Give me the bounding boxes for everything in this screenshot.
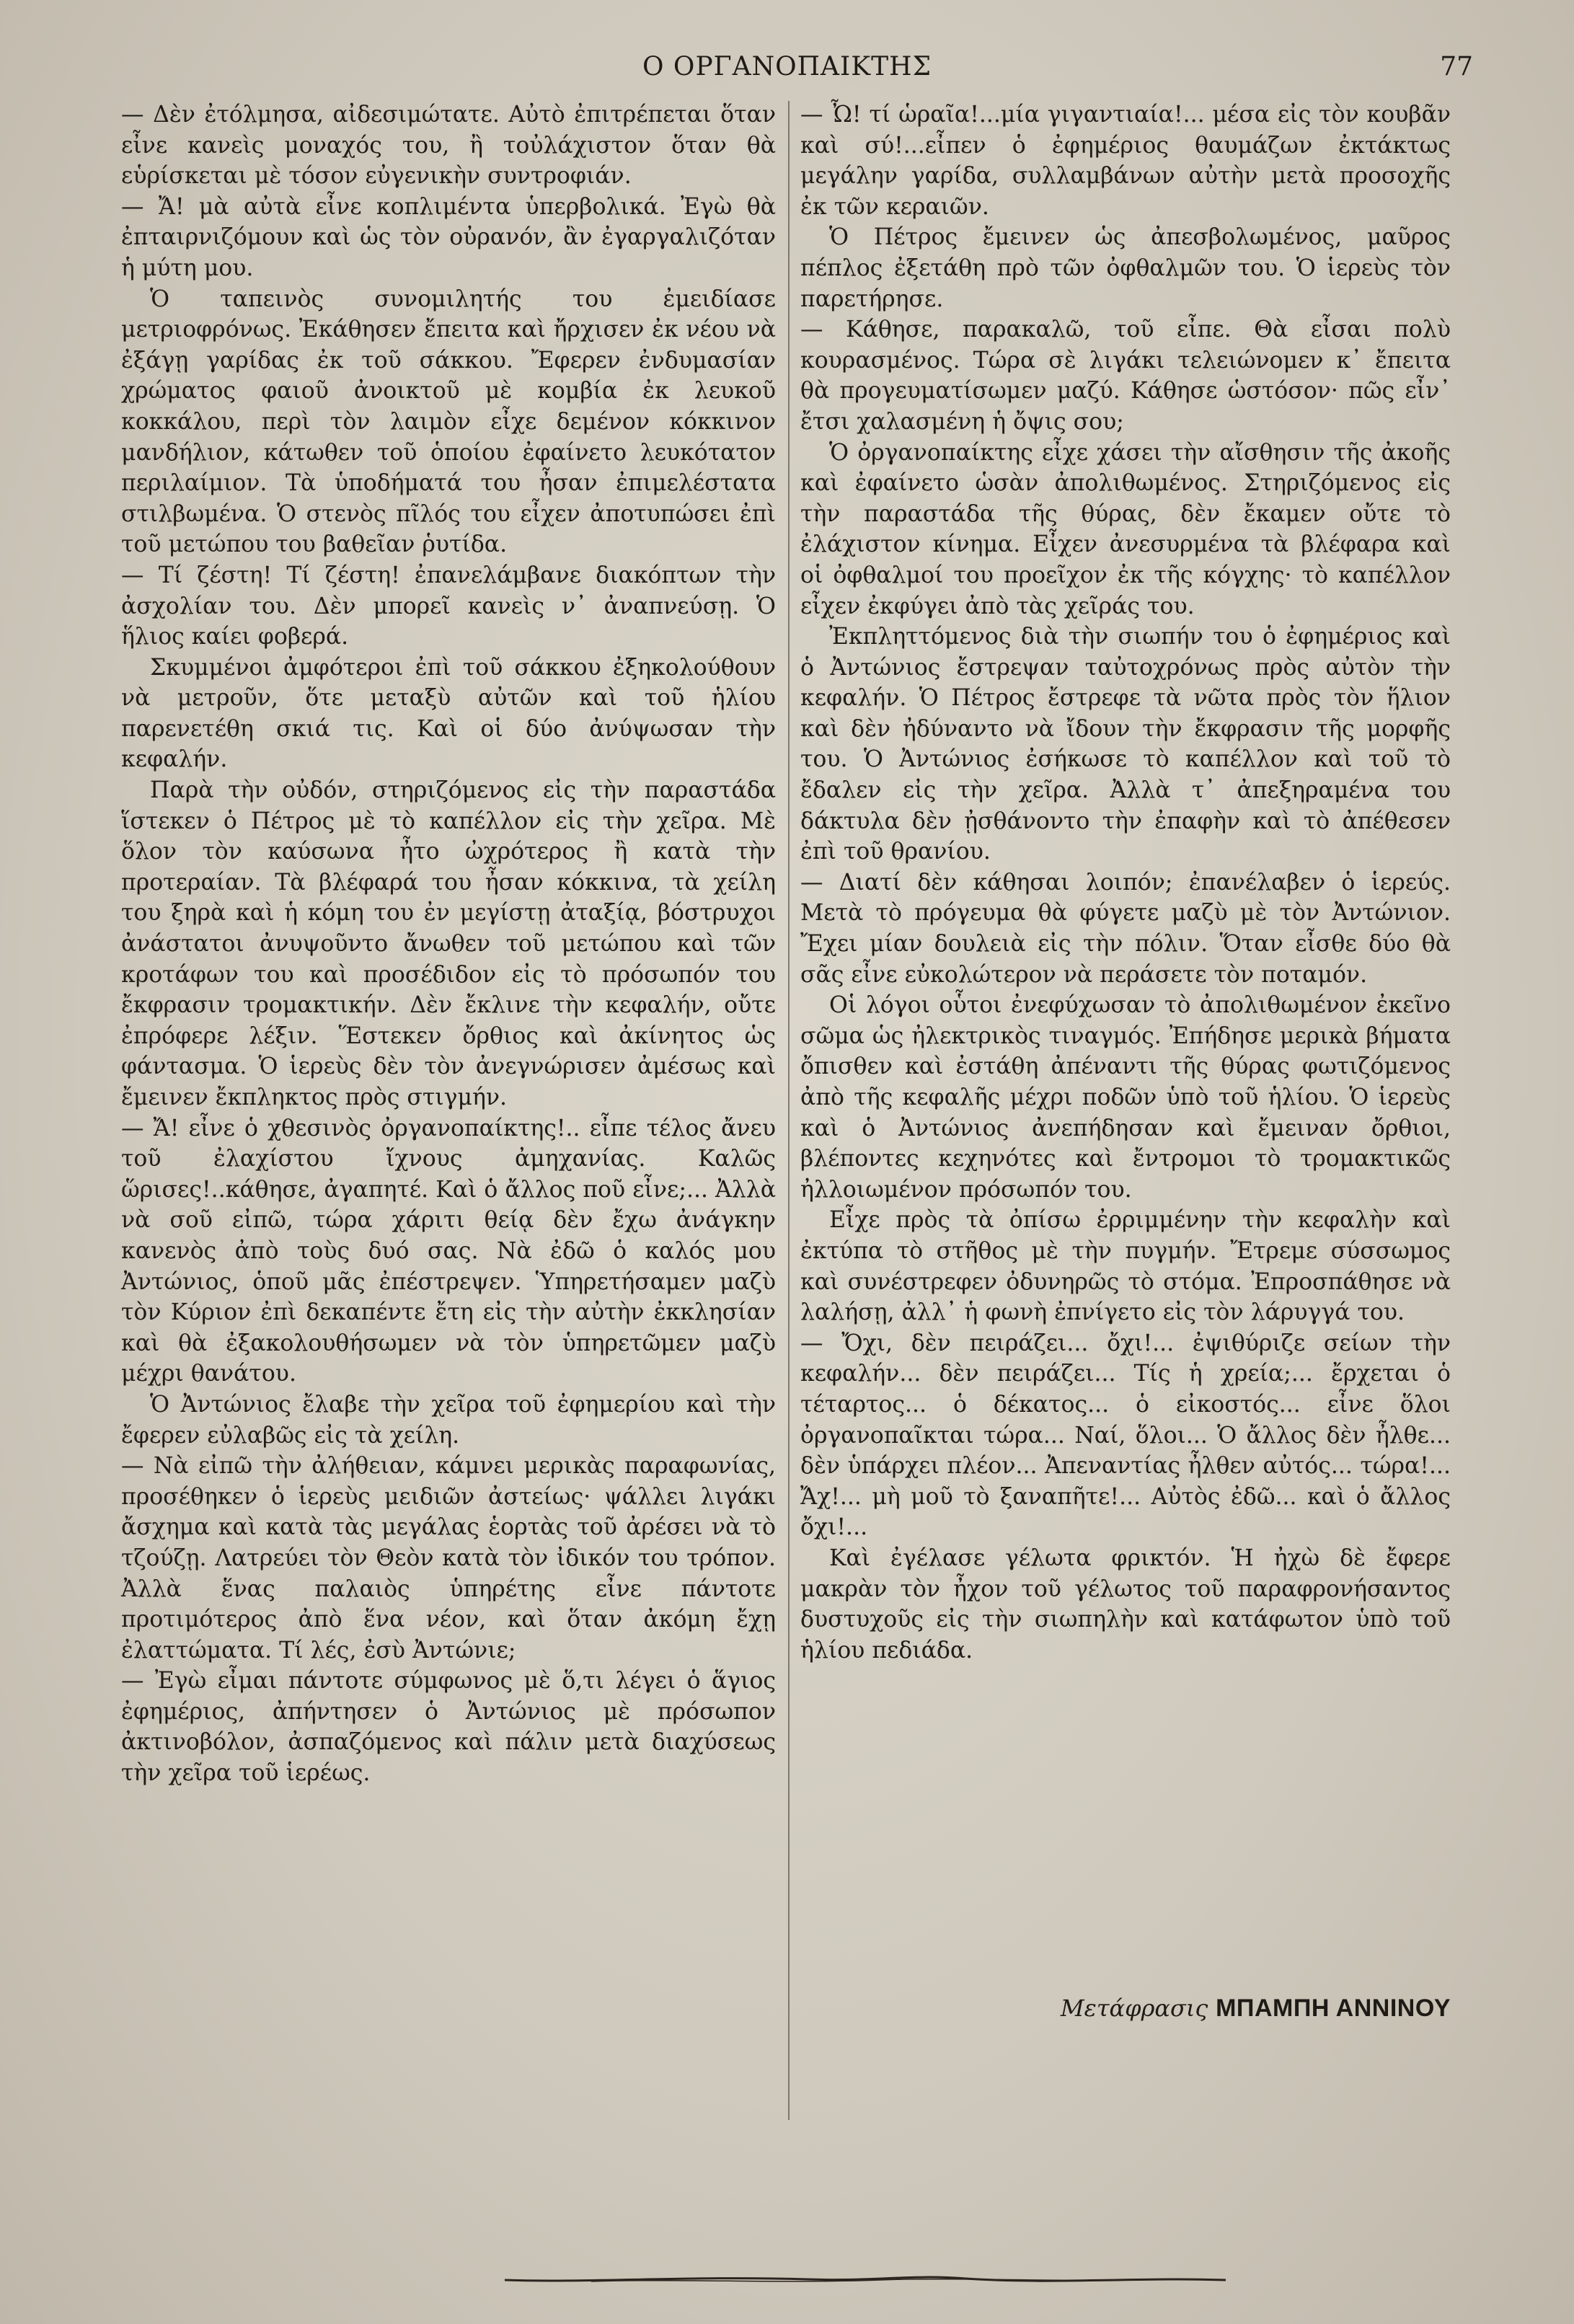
paragraph: Εἶχε πρὸς τὰ ὀπίσω ἐρριμμένην τὴν κεφαλὴν καὶ ἐκτύπα τὸ στῆθος μὲ τὴν πυγμήν. Ἔτρεμε σύσσωμος καὶ συνέστρεφεν ὀδυνηρῶς τὸ στόμα. Ἐπροσπάθησε νὰ λαλήσῃ, ἀλλ᾽ ἡ φωνὴ ἐπνίγετο εἰς τὸν λάρυγγά του. bbox=[800, 1207, 1451, 1326]
paragraph: — Ὦ! τί ὡραῖα!...μία γιγαντιαία!... μέσα εἰς τὸν κουβᾶν καὶ σύ!...εἶπεν ὁ ἐφημέριος θαυμάζων ἐκτάκτως μεγάλην γαρίδα, συλλαμβάνων αὐτὴν μετὰ προσοχῆς ἐκ τῶν κεραιῶν. bbox=[800, 102, 1451, 220]
left-column bbox=[121, 100, 776, 1789]
paragraph: Οἱ λόγοι οὗτοι ἐνεφύχωσαν τὸ ἀπολιθωμένον ἐκεῖνο σῶμα ὡς ἠλεκτρικὸς τιναγμός. Ἐπήδησε μερικὰ βήματα ὄπισθεν καὶ ἐστάθη ἀπέναντι τῆς θύρας φωτιζόμενος ἀπὸ τῆς κεφαλῆς μέχρι ποδῶν ὑπὸ τοῦ ἡλίου. Ὁ ἱερεὺς καὶ ὁ Ἀντώνιος ἀνεπήδησαν καὶ ἔμειναν ὄρθιοι, βλέποντες κεχηνότες καὶ ἔντρομοι τὸ τρομακτικῶς ἠλλοιωμένον πρόσωπόν του. bbox=[800, 992, 1451, 1203]
running-title: Ο ΟΡΓΑΝΟΠΑΙΚΤΗΣ bbox=[642, 52, 932, 81]
paragraph: Σκυμμένοι ἀμφότεροι ἐπὶ τοῦ σάκκου ἐξηκολούθουν νὰ μετροῦν, ὅτε μεταξὺ αὐτῶν καὶ τοῦ ἡλίου παρενετέθη σκιά τις. Καὶ οἱ δύο ἀνύψωσαν τὴν κεφαλήν. bbox=[121, 654, 776, 773]
translator-name: ΜΠΑΜΠΗ ΑΝΝΙΝΟΥ bbox=[1216, 1994, 1451, 2022]
paragraph: — Νὰ εἰπῶ τὴν ἀλήθειαν, κάμνει μερικὰς παραφωνίας, προσέθηκεν ὁ ἱερεὺς μειδιῶν ἀστείως· ψάλλει λιγάκι ἄσχημα καὶ κατὰ τὰς μεγάλας ἑορτὰς τοῦ ἀρέσει νὰ τὸ τζούζῃ. Λατρεύει τὸν Θεὸν κατὰ τὸν ἰδικόν του τρόπον. Ἀλλὰ ἕνας παλαιὸς ὑπηρέτης εἶνε πάντοτε προτιμότερος ἀπὸ ἕνα νέον, καὶ ὅταν ἀκόμη ἔχῃ ἐλαττώματα. Τί λές, ἐσὺ Ἀντώνιε; bbox=[121, 1453, 776, 1664]
column-divider bbox=[788, 101, 790, 2120]
paragraph: — Τί ζέστη! Τί ζέστη! ἐπανελάμβανε διακόπτων τὴν ἀσχολίαν του. Δὲν μπορεῖ κανεὶς ν᾽ ἀναπνεύσῃ. Ὁ ἥλιος καίει φοβερά. bbox=[121, 562, 776, 650]
paragraph: — Ὄχι, δὲν πειράζει... ὄχι!... ἐψιθύριζε σείων τὴν κεφαλήν... δὲν πειράζει... Τίς ἡ χρεία;... ἔρχεται ὁ τέταρτος... ὁ δέκατος... ὁ εἰκοστός... εἶνε ὅλοι ὀργανοπαῖκται τώρα... Ναί, ὅλοι... Ὁ ἄλλος δὲν ἦλθε... δὲν ὑπάρχει πλέον... Ἀπεναντίας ἦλθεν αὐτός... τώρα!... Ἄχ!... μὴ μοῦ τὸ ξαναπῆτε!... Αὐτὸς ἐδῶ... καὶ ὁ ἄλλος ὄχι!... bbox=[800, 1330, 1451, 1541]
paragraph: — Ἄ! μὰ αὐτὰ εἶνε κοπλιμέντα ὑπερβολικά. Ἐγὼ θὰ ἐπταιρνιζόμουν καὶ ὡς τὸν οὐρανόν, ἂν ἐγαργαλιζόταν ἡ μύτη μου. bbox=[121, 193, 776, 281]
paragraph: Ὁ ταπεινὸς συνομιλητής του ἐμειδίασε μετριοφρόνως. Ἐκάθησεν ἔπειτα καὶ ἤρχισεν ἐκ νέου νὰ ἐξάγῃ γαρίδας ἐκ τοῦ σάκκου. Ἔφερεν ἐνδυμασίαν χρώματος φαιοῦ ἀνοικτοῦ μὲ κομβία ἐκ λευκοῦ κοκκάλου, περὶ τὸν λαιμὸν εἶχε δεμένον κόκκινον μανδήλιον, κάτωθεν τοῦ ὁποίου ἐφαίνετο λευκότατον περιλαίμιον. Τὰ ὑποδήματά του ἦσαν ἐπιμελέστατα στιλβωμένα. Ὁ στενὸς πῖλός του εἶχεν ἀποτυπώσει ἐπὶ τοῦ μετώπου του βαθεῖαν ῥυτίδα. bbox=[121, 286, 776, 558]
paragraph: Ἐκπληττόμενος διὰ τὴν σιωπήν του ὁ ἐφημέριος καὶ ὁ Ἀντώνιος ἔστρεψαν ταὐτοχρόνως πρὸς αὐτὸν τὴν κεφαλήν. Ὁ Πέτρος ἔστρεφε τὰ νῶτα πρὸς τὸν ἥλιον καὶ δὲν ἠδύναντο νὰ ἴδουν τὴν ἔκφρασιν τῆς μορφῆς του. Ὁ Ἀντώνιος ἐσήκωσε τὸ καπέλλον καὶ τοῦ τὸ ἔδαλεν εἰς τὴν χεῖρα. Ἀλλὰ τ᾽ ἀπεξηραμένα του δάκτυλα δὲν ᾐσθάνοντο τὴν ἐπαφὴν καὶ τὸ ἀπέθεσεν ἐπὶ τοῦ θρανίου. bbox=[800, 624, 1451, 865]
paragraph: — Δὲν ἐτόλμησα, αἰδεσιμώτατε. Αὐτὸ ἐπιτρέπεται ὅταν εἶνε κανεὶς μοναχός του, ἢ τοὐλάχιστον ὅταν θὰ εὑρίσκεται μὲ τόσον εὐγενικὴν συντροφιάν. bbox=[121, 102, 776, 190]
paragraph: Παρὰ τὴν οὐδόν, στηριζόμενος εἰς τὴν παραστάδα ἵστεκεν ὁ Πέτρος μὲ τὸ καπέλλον εἰς τὴν χεῖρα. Μὲ ὅλον τὸν καύσωνα ἦτο ὠχρότερος ἢ κατὰ τὴν προτεραίαν. Τὰ βλέφαρά του ἦσαν κόκκινα, τὰ χείλη του ξηρὰ καὶ ἡ κόμη του ἐν μεγίστῃ ἀταξίᾳ, βόστρυχοι ἀνάστατοι ἀνυψοῦντο ἄνωθεν τοῦ μετώπου καὶ τῶν κροτάφων του καὶ προσέδιδον εἰς τὸ πρόσωπόν του ἔκφρασιν τρομακτικήν. Δὲν ἔκλινε τὴν κεφαλήν, οὔτε ἐπρόφερε λέξιν. Ἕστεκεν ὄρθιος καὶ ἀκίνητος ὡς φάντασμα. Ὁ ἱερεὺς δὲν τὸν ἀνεγνώρισεν ἀμέσως καὶ ἔμεινεν ἔκπληκτος πρὸς στιγμήν. bbox=[121, 777, 776, 1110]
paragraph: — Κάθησε, παρακαλῶ, τοῦ εἶπε. Θὰ εἶσαι πολὺ κουρασμένος. Τώρα σὲ λιγάκι τελειώνομεν κ᾽ ἔπειτα θὰ προγευματίσωμεν μαζύ. Κάθησε ὡστόσον· πῶς εἶν᾽ ἔτσι χαλασμένη ἡ ὄψις σου; bbox=[800, 317, 1451, 435]
translator-signature bbox=[800, 1994, 1451, 2023]
page-number: 77 bbox=[1440, 52, 1473, 81]
signature-prefix: Μετάφρασις bbox=[1060, 1994, 1208, 2022]
paragraph: — Διατί δὲν κάθησαι λοιπόν; ἐπανέλαβεν ὁ ἱερεύς. Μετὰ τὸ πρόγευμα θὰ φύγετε μαζὺ μὲ τὸν Ἀντώνιον. Ἔχει μίαν δουλειὰ εἰς τὴν πόλιν. Ὅταν εἶσθε δύο θὰ σᾶς εἶνε εὐκολώτερον νὰ περάσετε τὸν ποταμόν. bbox=[800, 869, 1451, 988]
paragraph: Ὁ Πέτρος ἔμεινεν ὡς ἀπεσβολωμένος, μαῦρος πέπλος ἐξετάθη πρὸ τῶν ὀφθαλμῶν του. Ὁ ἱερεὺς τὸν παρετήρησε. bbox=[800, 224, 1451, 312]
right-column bbox=[800, 100, 1451, 1666]
paragraph: — Ἄ! εἶνε ὁ χθεσινὸς ὀργανοπαίκτης!.. εἶπε τέλος ἄνευ τοῦ ἐλαχίστου ἴχνους ἀμηχανίας. Καλῶς ὥρισες!..κάθησε, ἀγαπητέ. Καὶ ὁ ἄλλος ποῦ εἶνε;... Ἀλλὰ νὰ σοῦ εἰπῶ, τώρα χάριτι θείᾳ δὲν ἔχω ἀνάγκην κανενὸς ἀπὸ τοὺς δυό σας. Νὰ ἐδῶ ὁ καλός μου Ἀντώνιος, ὁποῦ μᾶς ἐπέστρεψεν. Ὑπηρετήσαμεν μαζὺ τὸν Κύριον ἐπὶ δεκαπέντε ἔτη εἰς τὴν αὐτὴν ἐκκλησίαν καὶ θὰ ἐξακολουθήσωμεν νὰ τὸν ὑπηρετῶμεν μαζὺ μέχρι θανάτου. bbox=[121, 1115, 776, 1387]
paragraph: — Ἐγὼ εἶμαι πάντοτε σύμφωνος μὲ ὅ,τι λέγει ὁ ἅγιος ἐφημέριος, ἀπήντησεν ὁ Ἀντώνιος μὲ πρόσωπον ἀκτινοβόλον, ἀσπαζόμενος καὶ πάλιν μετὰ διαχύσεως τὴν χεῖρα τοῦ ἱερέως. bbox=[121, 1668, 776, 1787]
paragraph: Καὶ ἐγέλασε γέλωτα φρικτόν. Ἡ ἠχὼ δὲ ἔφερε μακρὰν τὸν ἦχον τοῦ γέλωτος τοῦ παραφρονήσαντος δυστυχοῦς εἰς τὴν σιωπηλὴν καὶ κατάφωτον ὑπὸ τοῦ ἡλίου πεδιάδα. bbox=[800, 1545, 1451, 1664]
paragraph: Ὁ Ἀντώνιος ἔλαβε τὴν χεῖρα τοῦ ἐφημερίου καὶ τὴν ἔφερεν εὐλαβῶς εἰς τὰ χείλη. bbox=[121, 1391, 776, 1449]
end-ornament bbox=[505, 2271, 1226, 2289]
page-header bbox=[0, 52, 1574, 92]
paragraph: Ὁ ὀργανοπαίκτης εἶχε χάσει τὴν αἴσθησιν τῆς ἀκοῆς καὶ ἐφαίνετο ὡσὰν ἀπολιθωμένος. Στηριζόμενος εἰς τὴν παραστάδα τῆς θύρας, δὲν ἔκαμεν οὔτε τὸ ἐλάχιστον κίνημα. Εἶχεν ἀνεσυρμένα τὰ βλέφαρα καὶ οἱ ὀφθαλμοί του προεῖχον ἐκ τῆς κόγχης· τὸ καπέλλον εἶχεν ἐκφύγει ἀπὸ τὰς χεῖράς του. bbox=[800, 439, 1451, 619]
